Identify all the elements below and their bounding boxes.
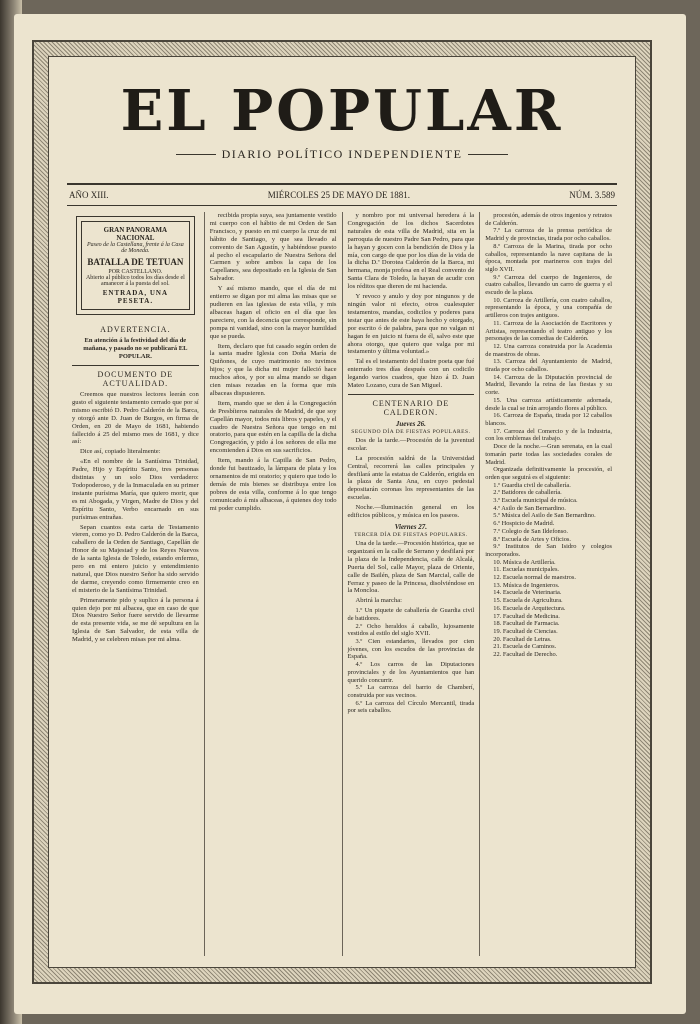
- list-item: 3.º Escuela municipal de música.: [493, 497, 578, 505]
- list-item: 9.º Carroza del cuerpo de Ingenieros, de cuatro caballos, llevando un carro de guerra y el escudo de la plaza.: [485, 273, 612, 297]
- list-item: 17. Carroza del Comercio y de la Industria, con los emblemas del trabajo.: [485, 427, 612, 443]
- list-item: 1.º Un piquete de caballería de Guardia civil de batidores.: [347, 607, 475, 622]
- paragraph: La procesión saldrá de la Universidad Central, recorrerá las calles principales y desfilará ante la estatua de Calderón, erigida en la plaza de Santa Ana, en cuyo pedestal depositarán coronas los representantes de las escuelas.: [347, 454, 475, 502]
- list-item: 17. Facultad de Medicina.: [493, 612, 560, 620]
- list-item: 2.º Ocho heraldos á caballo, lujosamente vestidos al estilo del siglo XVII.: [347, 622, 475, 638]
- issue-number: NÚM. 3.589: [569, 190, 615, 200]
- paragraph: «En el nombre de la Santísima Trinidad, Padre, Hijo y Espíritu Santo, tres personas distintas y un solo Dios verdadero: Todopoderoso, y de la Inmaculada en su primer instante purísima María, que quiero morir, que es mi Abogada, y Virgen, Madre de Dios y del Espíritu Santo, Verbo encarnado en sus purísimas entrañas.: [72, 458, 199, 521]
- ad-heading: GRAN PANORAMA NACIONAL: [103, 226, 168, 242]
- list-item: Doce de la noche.—Gran serenata, en la cual tomarán parte todas las sociedades corales de Madrid.: [485, 443, 612, 466]
- column-3: [343, 212, 481, 956]
- column-1: [67, 212, 205, 956]
- paragraph: Dice así, copiado literalmente:: [80, 448, 161, 456]
- article-columns: [67, 212, 617, 956]
- issue-year: AÑO XIII.: [69, 190, 109, 200]
- paragraph: Abrirá la marcha:: [355, 597, 402, 605]
- list-item: 15. Una carroza artísticamente adornada, desde la cual se irán arrojando flores al público.: [485, 396, 612, 412]
- column-4: [480, 212, 617, 956]
- list-item: 15. Escuela de Agricultura.: [493, 597, 563, 605]
- list-item: 19. Facultad de Ciencias.: [493, 627, 558, 635]
- subtitle-row: [49, 147, 635, 162]
- list-item: 5.º La carroza del barrio de Chamberí, construida por sus vecinos.: [347, 684, 475, 699]
- newspaper-title: EL POPULAR: [120, 78, 564, 144]
- list-item: 14. Carroza de la Diputación provincial de Madrid, llevando la reina de las fiestas y su corte.: [485, 373, 612, 397]
- newspaper-subtitle: DIARIO POLÍTICO INDEPENDIENTE: [221, 147, 463, 161]
- list-item: 11. Escuelas municipales.: [493, 566, 560, 574]
- list-item: 6.º Hospicio de Madrid.: [493, 520, 555, 528]
- paragraph: Y revoco y anulo y doy por ningunos y de ningún valor ni efecto, otros cualesquier testamentos, mandas, codicilos y poderes para testar que antes de este haya hecho y otorgado, por escrito ó de palabra, para que no valgan ni hagan fe en juicio ni fuera de él, salvo este que ahora otorgo, que quiero que valga por mi testamento y última voluntad.»: [347, 293, 475, 356]
- list-item: 8.º Carroza de la Marina, tirada por ocho caballos, representando la nave capitana de la época, montada por marineros con trajes del siglo XVII.: [485, 242, 612, 273]
- advert-heading: ADVERTENCIA.: [100, 325, 171, 334]
- list-item: 1.º Guardia civil de caballería.: [493, 481, 571, 489]
- document-heading: DOCUMENTO DE ACTUALIDAD.: [97, 370, 174, 388]
- day-caption-friday: TERCER DÍA DE FIESTAS POPULARES.: [354, 532, 468, 538]
- ad-author: POR CASTELLANO.: [108, 269, 163, 275]
- issue-date: MIÉRCOLES 25 DE MAYO DE 1881.: [267, 190, 410, 200]
- section-rule: [72, 365, 199, 366]
- list-item: 10. Carroza de Artillería, con cuatro caballos, representando la época, y una compañía de artilleros con trajes antiguos.: [485, 296, 612, 320]
- ad-title: BATALLA DE TETUAN: [87, 257, 184, 267]
- advert-notice: En atención á la festividad del día de mañana, y pasado no se publicará EL POPULAR.: [83, 337, 188, 360]
- list-item: 3.º Cien estandartes, llevados por cien jóvenes, con los escudos de las provincias de España.: [347, 638, 475, 661]
- list-item: 4.º Los carros de las Diputaciones provinciales y de los Ayuntamientos que han querido concurrir.: [347, 661, 475, 684]
- ad-inner-frame: [81, 221, 190, 310]
- list-item: 5.º Música del Asilo de San Bernardino.: [493, 512, 596, 520]
- list-item: 13. Música de Ingenieros.: [493, 581, 560, 589]
- list-item: 8.º Escuela de Artes y Oficios.: [493, 535, 572, 543]
- list-item: 12. Escuela normal de maestros.: [493, 574, 576, 582]
- paragraph: Sepan cuantos esta carta de Testamento vieren, como yo D. Pedro Calderón de la Barca, caballero de la Orden de Santiago, Capellán de Honor de su Majestad y de los Reyes Nuevos de la santa Iglesia de Toledo, estando enfermo, pero en mi entero juicio y entendimiento natural, que Dios nuestro Señor ha sido servido de darme, creyendo como firmemente creo en el misterio de la Santísima Trinidad.: [72, 523, 199, 594]
- day-caption-thursday: SEGUNDO DÍA DE FIESTAS POPULARES.: [351, 428, 471, 435]
- procession-list-continued: [485, 212, 612, 482]
- paragraph: Tal es el testamento del ilustre poeta que fué enterrado tres días después con un codicilo legando varios cuadros, que hizo á D. Juan Mateo Lozano, cura de San Miguel.: [347, 358, 475, 390]
- day-heading-friday: Viernes 27.: [394, 523, 428, 531]
- paragraph: recibida propia suya, sea juntamente vestido mi cuerpo con el hábito de mi Orden de San Francisco, y puesto en mi cuerpo la cruz de mi hábito de Santiago, y que sea llevado al convento de San Agustín, y habiéndose puesto al pecho el escapulario de Nuestra Señora del Carmen y sobre ambos la capa de los Capellanes, sea depositado en la Iglesia de San Salvador.: [209, 212, 337, 283]
- list-item: procesión, además de otros ingenios y retratos de Calderón.: [485, 212, 612, 227]
- list-item: 22. Facultad de Derecho.: [493, 651, 558, 659]
- procession-list: [348, 607, 475, 715]
- paragraph: y nombro por mi universal heredera á la Congregación de los dichos Sacerdotes naturales de esta villa de Madrid, sita en la parroquia de nuestro Padre San Pedro, para que la hayan y gocen con la bendición de Dios y la mía, con cargo de que por los días de la vida de la dicha D.ª Dorotea Calderón de la Barca, mi hermana, monja profesa en el Real convento de Santa Clara de Toledo, la hayan de acudir con los réditos que dieren de mi hacienda.: [347, 212, 475, 291]
- panorama-advertisement: [76, 216, 195, 315]
- list-item: 18. Facultad de Farmacia.: [493, 620, 560, 628]
- masthead: [49, 57, 635, 183]
- ornamental-border: [32, 40, 652, 984]
- paragraph: Una de la tarde.—Procesión histórica, que se organizará en la calle de Serrano y desfilará por la plaza de la Independencia, calle de Alcalá, Puerta del Sol, calle Mayor, plaza de Oriente, calle de Bailén, plaza de San Marcial, calle de Ferraz y paseo de la Princesa, disolviéndose en la Moncloa.: [347, 540, 475, 595]
- dateline: [67, 183, 617, 206]
- list-item: 2.º Batidores de caballería.: [493, 489, 562, 497]
- list-item: 10. Música de Artillería.: [493, 558, 556, 566]
- centenary-heading: CENTENARIO DE CALDERON.: [372, 398, 450, 417]
- procession-order-list: [485, 482, 612, 659]
- list-item: 4.º Asilo de San Bernardino.: [493, 504, 566, 512]
- list-item: 21. Escuela de Caminos.: [493, 643, 557, 651]
- paragraph: Item, mando á la Capilla de San Pedro, donde fui bautizado, la lámpara de plata y los ornamentos de mi oratorio; y quiero que todo lo demás de mis bienes se distribuya entre los pobres de esta villa, conforme á lo que tengo comunicado á mis albaceas, á quienes doy todo mi poder cumplido.: [209, 457, 337, 512]
- subtitle-rule-right: [468, 154, 508, 155]
- list-item: 11. Carroza de la Asociación de Escritores y Artistas, representando el teatro antiguo y los personajes de las comedias de Calderón.: [485, 319, 612, 343]
- subtitle-rule-left: [176, 154, 216, 155]
- paragraph: Dos de la tarde.—Procesión de la juventud escolar.: [347, 436, 475, 452]
- paragraph: Noche.—Iluminación general en los edificios públicos, y música en los paseos.: [347, 504, 475, 520]
- list-item: 16. Escuela de Arquitectura.: [493, 604, 566, 612]
- column-2: [205, 212, 343, 956]
- paragraph: Creemos que nuestros lectores leerán con gusto el siguiente testamento cerrado que por sí mismo escribió D. Pedro Calderón de la Barca, y otorgó ante D. Juan de Burgos, en firma de Orden, en 20 de Mayo de 1681, habiendo fallecido á 25 del mismo mes de 1681, y dice así:: [72, 391, 199, 446]
- ad-price: ENTRADA, UNA PESETA.: [102, 289, 169, 305]
- list-item: 6.º La carroza del Círculo Mercantil, tirada por seis caballos.: [347, 699, 475, 715]
- list-item: Organizada definitivamente la procesión, el orden que seguirá es el siguiente:: [485, 466, 612, 481]
- paragraph: Primeramente pido y suplico á la persona á quien dejo por mi albacea, que en caso de que Dios Nuestro Señor fuere servido de llevarme de esta presente vida, se me dé sepultura en la Iglesia de San Salvador, de esta villa de Madrid, y se celebren misas por mi alma.: [72, 596, 199, 644]
- paragraph: Item, declaro que fui casado según orden de la santa madre Iglesia con Doña María de Quiñones, de cuyo matrimonio no tuvimos hijos; y que la dicha mi mujer falleció hace muchos años, y por su alma mando se digan cien misas rezadas en la forma que mis albaceas dispusieren.: [209, 342, 337, 397]
- list-item: 7.º La carroza de la prensa periódica de Madrid y de provincias, tirada por ocho caballos.: [485, 227, 612, 243]
- list-item: 7.º Colegio de San Ildefonso.: [493, 527, 569, 535]
- page-content: [48, 56, 636, 968]
- list-item: 16. Carroza de España, tirada por 12 caballos blancos.: [485, 412, 612, 427]
- list-item: 14. Escuela de Veterinaria.: [493, 589, 562, 597]
- ad-hours: Abierto al público todos los días desde el amanecer á la puesta del sol.: [85, 275, 185, 287]
- paragraph: Y así mismo mando, que el día de mi entierro se digan por mi alma las misas que se pudieren en las iglesias de esta villa, y mis albaceas hagan el oficio en el día que les pareciere, con la decencia que corresponde, sin pompa ni vanidad, sino con la mayor humildad que se pueda.: [209, 285, 337, 340]
- list-item: 13. Carroza del Ayuntamiento de Madrid, tirada por ocho caballos.: [485, 358, 612, 374]
- ad-location: Paseo de la Castellana, frente á la Casa de Moneda.: [86, 242, 184, 254]
- list-item: 20. Facultad de Letras.: [493, 635, 552, 643]
- list-item: 9.º Institutos de San Isidro y colegios incorporados.: [485, 543, 612, 558]
- paragraph: Item, mando que se den á la Congregación de Presbíteros naturales de Madrid, de que soy Capellán mayor, todos mis libros y papeles, y el cuadro de Nuestra Señora que tengo en mi oratorio, para que estén en la capilla de la dicha Congregación, y pido á los señores de ella me encomienden á Dios en sus sacrificios.: [209, 399, 337, 455]
- section-rule: [348, 394, 475, 395]
- day-heading-thursday: Jueves 26.: [395, 419, 426, 428]
- list-item: 12. Una carroza construida por la Academia de maestros de obras.: [485, 342, 612, 358]
